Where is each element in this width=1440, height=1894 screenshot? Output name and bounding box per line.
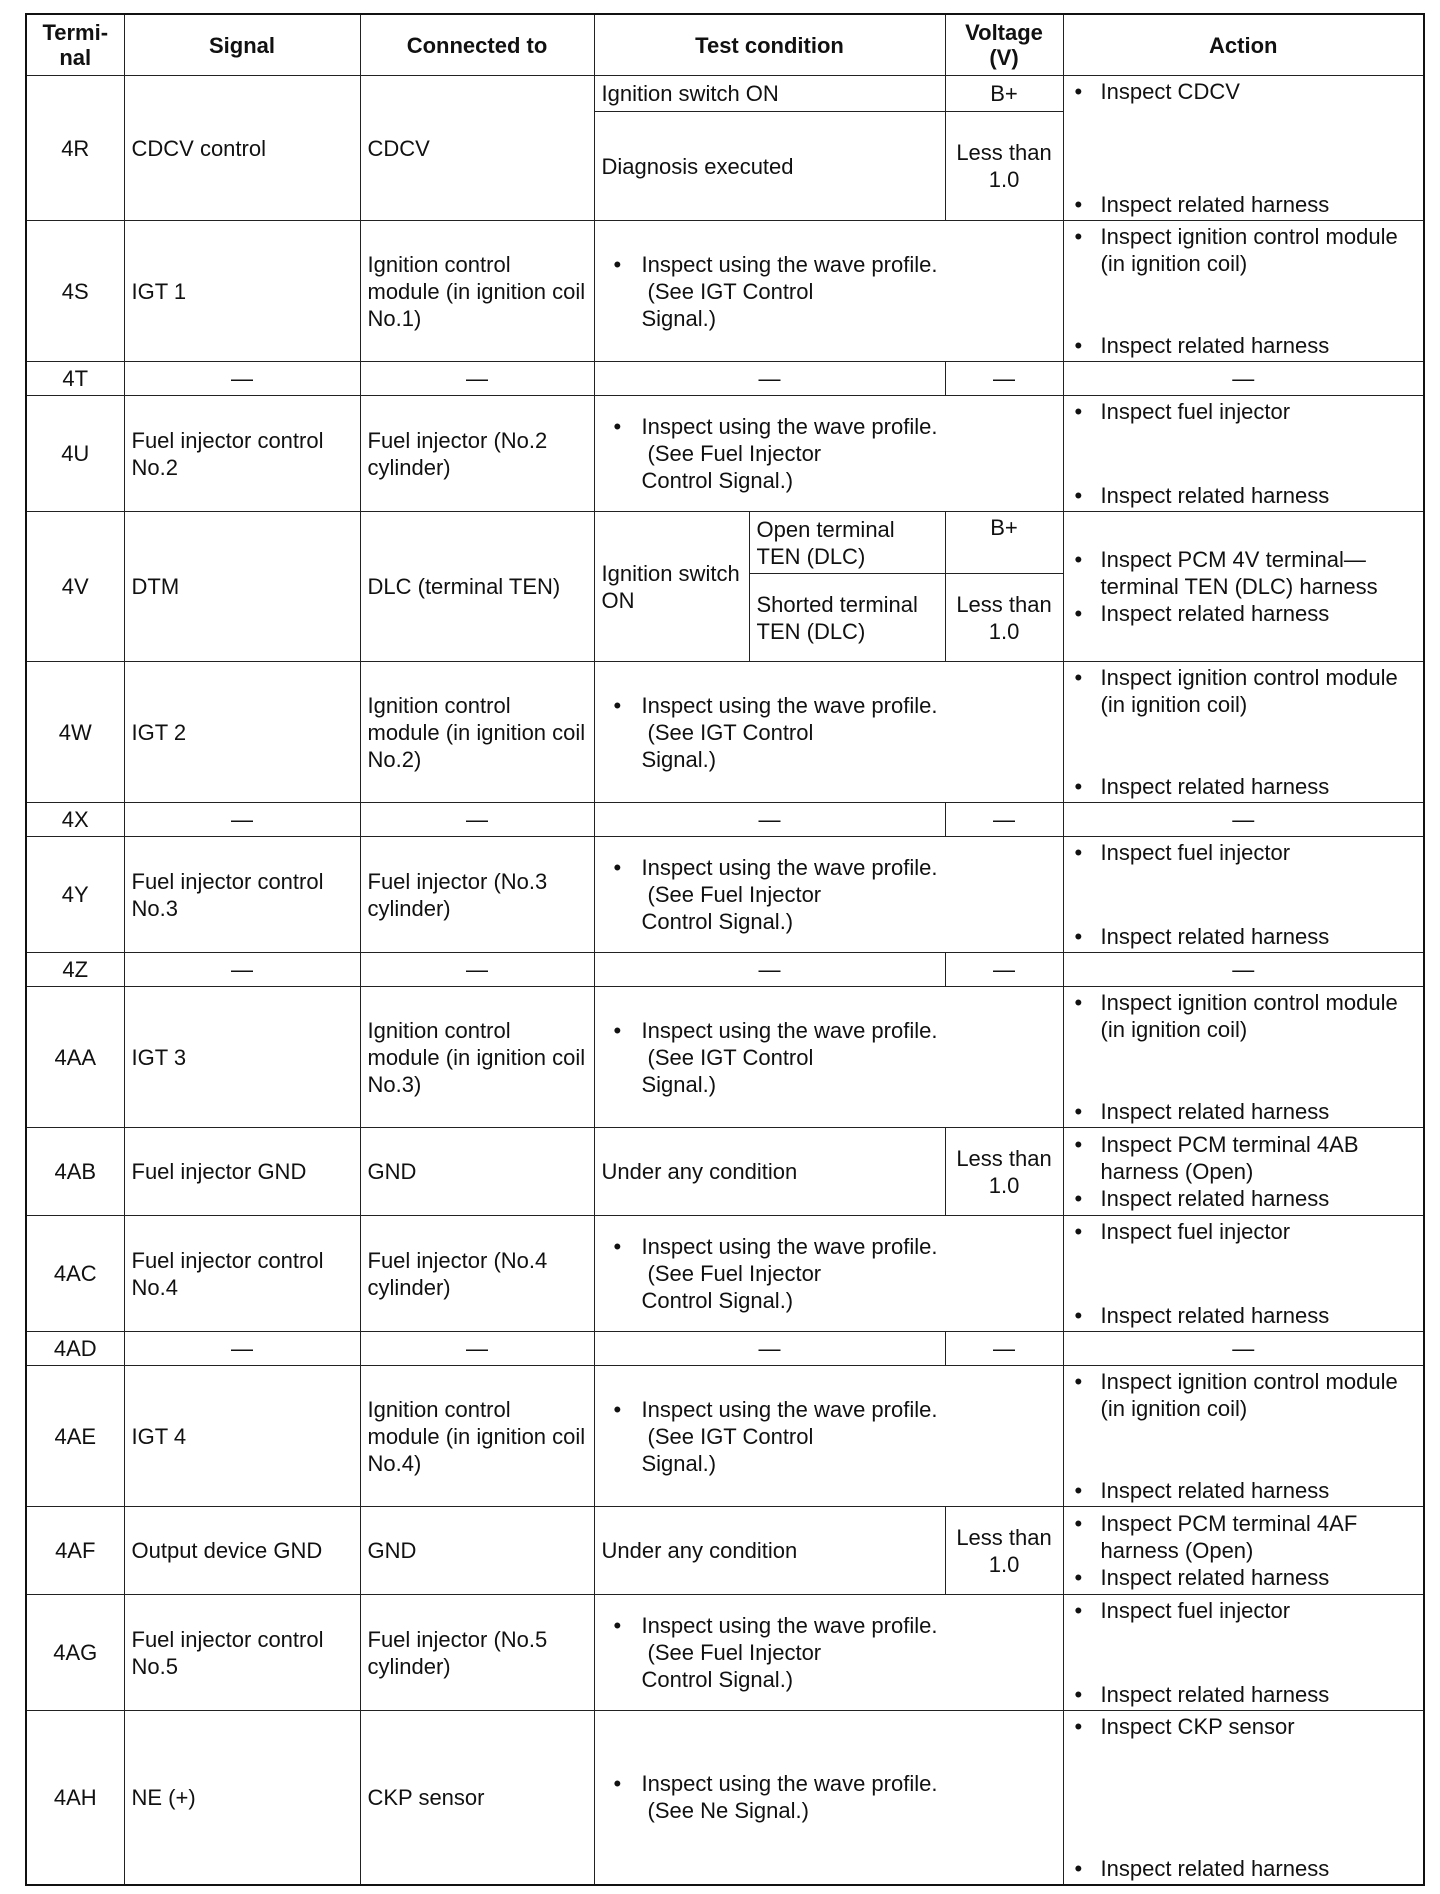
connected-cell: DLC (terminal TEN) <box>360 512 594 662</box>
connected-cell: Ignition control module (in ignition coil No.1) <box>360 221 594 362</box>
table-row <box>26 953 1424 987</box>
action-item: • Inspect ignition control module (in ignition coil) <box>1071 989 1417 1043</box>
empty-cell: — <box>945 1332 1063 1366</box>
table-row <box>26 221 1424 362</box>
signal-cell: IGT 2 <box>124 662 360 803</box>
terminal-cell: 4AB <box>26 1128 124 1216</box>
empty-cell: — <box>1063 953 1424 987</box>
action-item: • Inspect PCM terminal 4AF harness (Open) <box>1071 1510 1417 1564</box>
signal-cell: Fuel injector GND <box>124 1128 360 1216</box>
terminal-cell: 4AD <box>26 1332 124 1366</box>
terminal-cell: 4AF <box>26 1507 124 1595</box>
wave-inspect-text: • Inspect using the wave profile. <box>608 1396 1056 1423</box>
action-item: • Inspect fuel injector <box>1071 398 1417 425</box>
table-row <box>26 837 1424 953</box>
action-cell <box>1063 76 1424 221</box>
table-row <box>26 512 1424 574</box>
empty-cell: — <box>360 803 594 837</box>
empty-cell: — <box>124 953 360 987</box>
action-item: • Inspect related harness <box>1071 1681 1417 1708</box>
voltage-cell: Less than 1.0 <box>945 112 1063 221</box>
wave-signal-text: Signal.) <box>641 305 717 331</box>
action-cell <box>1063 662 1424 803</box>
empty-cell: — <box>594 953 945 987</box>
action-item: • Inspect related harness <box>1071 1855 1417 1882</box>
action-item: • Inspect ignition control module (in ignition coil) <box>1071 664 1417 718</box>
test-condition-cell <box>594 987 1063 1128</box>
wave-signal-text: Control Signal.) <box>641 909 794 934</box>
table-row <box>26 1128 1424 1216</box>
action-item: • Inspect fuel injector <box>1071 1218 1417 1245</box>
signal-cell: Fuel injector control No.2 <box>124 396 360 512</box>
action-cell <box>1063 1128 1424 1216</box>
test-condition-cell <box>594 837 1063 953</box>
action-item: • Inspect related harness <box>1071 600 1417 627</box>
action-item: • Inspect PCM terminal 4AB harness (Open) <box>1071 1131 1417 1185</box>
signal-cell: Fuel injector control No.3 <box>124 837 360 953</box>
terminal-cell: 4AG <box>26 1595 124 1711</box>
test-condition-cell: Ignition switch ON <box>594 76 945 112</box>
empty-cell: — <box>1063 803 1424 837</box>
wave-see-text: (See Fuel Injector <box>647 1261 822 1286</box>
action-item: • Inspect fuel injector <box>1071 839 1417 866</box>
action-item: • Inspect related harness <box>1071 1302 1417 1329</box>
wave-signal-text: Control Signal.) <box>641 1288 794 1313</box>
connected-cell: Ignition control module (in ignition coil No.3) <box>360 987 594 1128</box>
wave-see-text: (See Fuel Injector <box>647 882 822 907</box>
empty-cell: — <box>124 1332 360 1366</box>
action-item: • Inspect fuel injector <box>1071 1597 1417 1624</box>
connected-cell: CKP sensor <box>360 1711 594 1885</box>
signal-cell: Output device GND <box>124 1507 360 1595</box>
test-condition-cell: Diagnosis executed <box>594 112 945 221</box>
wave-inspect-text: • Inspect using the wave profile. <box>608 1017 1056 1044</box>
terminal-cell: 4AC <box>26 1216 124 1332</box>
wave-inspect-text: • Inspect using the wave profile. <box>608 1233 1056 1260</box>
action-item: • Inspect ignition control module (in ignition coil) <box>1071 1368 1417 1422</box>
empty-cell: — <box>360 1332 594 1366</box>
table-row <box>26 396 1424 512</box>
wave-see-text: (See IGT Control <box>647 719 814 745</box>
action-cell <box>1063 837 1424 953</box>
action-item: • Inspect CKP sensor <box>1071 1713 1417 1740</box>
table-row <box>26 803 1424 837</box>
table-row <box>26 76 1424 112</box>
empty-cell: — <box>124 362 360 396</box>
test-condition-cell: Ignition switch ON <box>594 512 749 662</box>
table-row <box>26 1507 1424 1595</box>
header-voltage: Voltage (V) <box>945 14 1063 76</box>
terminal-cell: 4AA <box>26 987 124 1128</box>
empty-cell: — <box>945 803 1063 837</box>
terminal-cell: 4Y <box>26 837 124 953</box>
terminal-cell: 4V <box>26 512 124 662</box>
test-condition-cell: Under any condition <box>594 1128 945 1216</box>
wave-inspect-text: • Inspect using the wave profile. <box>608 413 1056 440</box>
empty-cell: — <box>360 362 594 396</box>
action-item: • Inspect related harness <box>1071 482 1417 509</box>
connected-cell: Fuel injector (No.2 cylinder) <box>360 396 594 512</box>
terminal-cell: 4R <box>26 76 124 221</box>
wave-inspect-text: • Inspect using the wave profile. <box>608 251 1056 278</box>
empty-cell: — <box>1063 1332 1424 1366</box>
action-cell <box>1063 1507 1424 1595</box>
empty-cell: — <box>594 803 945 837</box>
signal-cell: IGT 4 <box>124 1366 360 1507</box>
terminal-cell: 4T <box>26 362 124 396</box>
signal-cell: IGT 3 <box>124 987 360 1128</box>
connected-cell: Fuel injector (No.5 cylinder) <box>360 1595 594 1711</box>
test-condition-cell <box>594 1595 1063 1711</box>
connected-cell: Fuel injector (No.3 cylinder) <box>360 837 594 953</box>
wave-signal-text: Control Signal.) <box>641 468 794 493</box>
header-row <box>26 14 1424 76</box>
wave-see-text: (See IGT Control <box>647 1044 814 1070</box>
empty-cell: — <box>594 1332 945 1366</box>
signal-cell: DTM <box>124 512 360 662</box>
voltage-cell: B+ <box>945 76 1063 112</box>
action-cell <box>1063 1711 1424 1885</box>
action-cell <box>1063 1366 1424 1507</box>
action-item: • Inspect PCM 4V terminal—terminal TEN (DLC) harness <box>1071 546 1417 600</box>
connected-cell: Fuel injector (No.4 cylinder) <box>360 1216 594 1332</box>
action-item: • Inspect related harness <box>1071 191 1417 218</box>
signal-cell: IGT 1 <box>124 221 360 362</box>
action-item: • Inspect related harness <box>1071 1564 1417 1591</box>
action-item: • Inspect CDCV <box>1071 78 1417 105</box>
action-cell <box>1063 396 1424 512</box>
table-row <box>26 987 1424 1128</box>
empty-cell: — <box>124 803 360 837</box>
test-condition-cell: Under any condition <box>594 1507 945 1595</box>
action-item: • Inspect related harness <box>1071 773 1417 800</box>
test-condition-cell <box>594 1711 1063 1885</box>
connected-cell: CDCV <box>360 76 594 221</box>
test-condition-cell <box>594 1366 1063 1507</box>
voltage-cell: Less than 1.0 <box>945 574 1063 662</box>
empty-cell: — <box>360 953 594 987</box>
connected-cell: GND <box>360 1507 594 1595</box>
test-condition-cell <box>594 396 1063 512</box>
connected-cell: GND <box>360 1128 594 1216</box>
header-test-condition: Test condition <box>594 14 945 76</box>
empty-cell: — <box>594 362 945 396</box>
pcm-terminal-table-container <box>25 13 1423 1886</box>
empty-cell: — <box>1063 362 1424 396</box>
voltage-cell: B+ <box>945 512 1063 574</box>
wave-signal-text: Signal.) <box>641 1071 717 1097</box>
empty-cell: — <box>945 953 1063 987</box>
terminal-cell: 4Z <box>26 953 124 987</box>
wave-signal-text: Signal.) <box>641 1450 717 1476</box>
terminal-cell: 4W <box>26 662 124 803</box>
wave-see-text: (See Fuel Injector <box>647 1640 822 1665</box>
action-item: • Inspect related harness <box>1071 332 1417 359</box>
test-condition-cell <box>594 221 1063 362</box>
test-subcondition-cell: Open terminal TEN (DLC) <box>749 512 945 574</box>
table-row <box>26 1216 1424 1332</box>
signal-cell: NE (+) <box>124 1711 360 1885</box>
wave-see-text: (See IGT Control <box>647 1423 814 1449</box>
action-cell <box>1063 221 1424 362</box>
wave-signal-text: Signal.) <box>641 746 717 772</box>
voltage-cell: Less than 1.0 <box>945 1128 1063 1216</box>
action-item: • Inspect related harness <box>1071 1098 1417 1125</box>
wave-inspect-text: • Inspect using the wave profile. <box>608 1770 1056 1797</box>
terminal-cell: 4U <box>26 396 124 512</box>
empty-cell: — <box>945 362 1063 396</box>
table-row <box>26 1595 1424 1711</box>
connected-cell: Ignition control module (in ignition coil No.4) <box>360 1366 594 1507</box>
voltage-cell: Less than 1.0 <box>945 1507 1063 1595</box>
header-signal: Signal <box>124 14 360 76</box>
table-row <box>26 1711 1424 1885</box>
table-row <box>26 1366 1424 1507</box>
action-item: • Inspect related harness <box>1071 1477 1417 1504</box>
connected-cell: Ignition control module (in ignition coil No.2) <box>360 662 594 803</box>
terminal-cell: 4AE <box>26 1366 124 1507</box>
wave-signal-text: Control Signal.) <box>641 1667 794 1692</box>
action-item: • Inspect ignition control module (in ignition coil) <box>1071 223 1417 277</box>
wave-inspect-text: • Inspect using the wave profile. <box>608 1612 1056 1639</box>
table-row <box>26 662 1424 803</box>
test-condition-cell <box>594 662 1063 803</box>
header-connected-to: Connected to <box>360 14 594 76</box>
table-row <box>26 362 1424 396</box>
action-cell <box>1063 1216 1424 1332</box>
pcm-terminal-table <box>25 13 1425 1886</box>
signal-cell: Fuel injector control No.4 <box>124 1216 360 1332</box>
terminal-cell: 4S <box>26 221 124 362</box>
wave-see-text: (See IGT Control <box>647 278 814 304</box>
terminal-cell: 4X <box>26 803 124 837</box>
terminal-cell: 4AH <box>26 1711 124 1885</box>
signal-cell: CDCV control <box>124 76 360 221</box>
action-item: • Inspect related harness <box>1071 1185 1417 1212</box>
signal-cell: Fuel injector control No.5 <box>124 1595 360 1711</box>
test-condition-cell <box>594 1216 1063 1332</box>
header-action: Action <box>1063 14 1424 76</box>
wave-inspect-text: • Inspect using the wave profile. <box>608 692 1056 719</box>
header-terminal: Termi- nal <box>26 14 124 76</box>
wave-see-text: (See Fuel Injector <box>647 441 822 466</box>
action-cell <box>1063 1595 1424 1711</box>
action-cell <box>1063 512 1424 662</box>
wave-see-text: (See Ne Signal.) <box>647 1798 809 1824</box>
table-row <box>26 1332 1424 1366</box>
wave-inspect-text: • Inspect using the wave profile. <box>608 854 1056 881</box>
action-item: • Inspect related harness <box>1071 923 1417 950</box>
test-subcondition-cell: Shorted terminal TEN (DLC) <box>749 574 945 662</box>
action-cell <box>1063 987 1424 1128</box>
